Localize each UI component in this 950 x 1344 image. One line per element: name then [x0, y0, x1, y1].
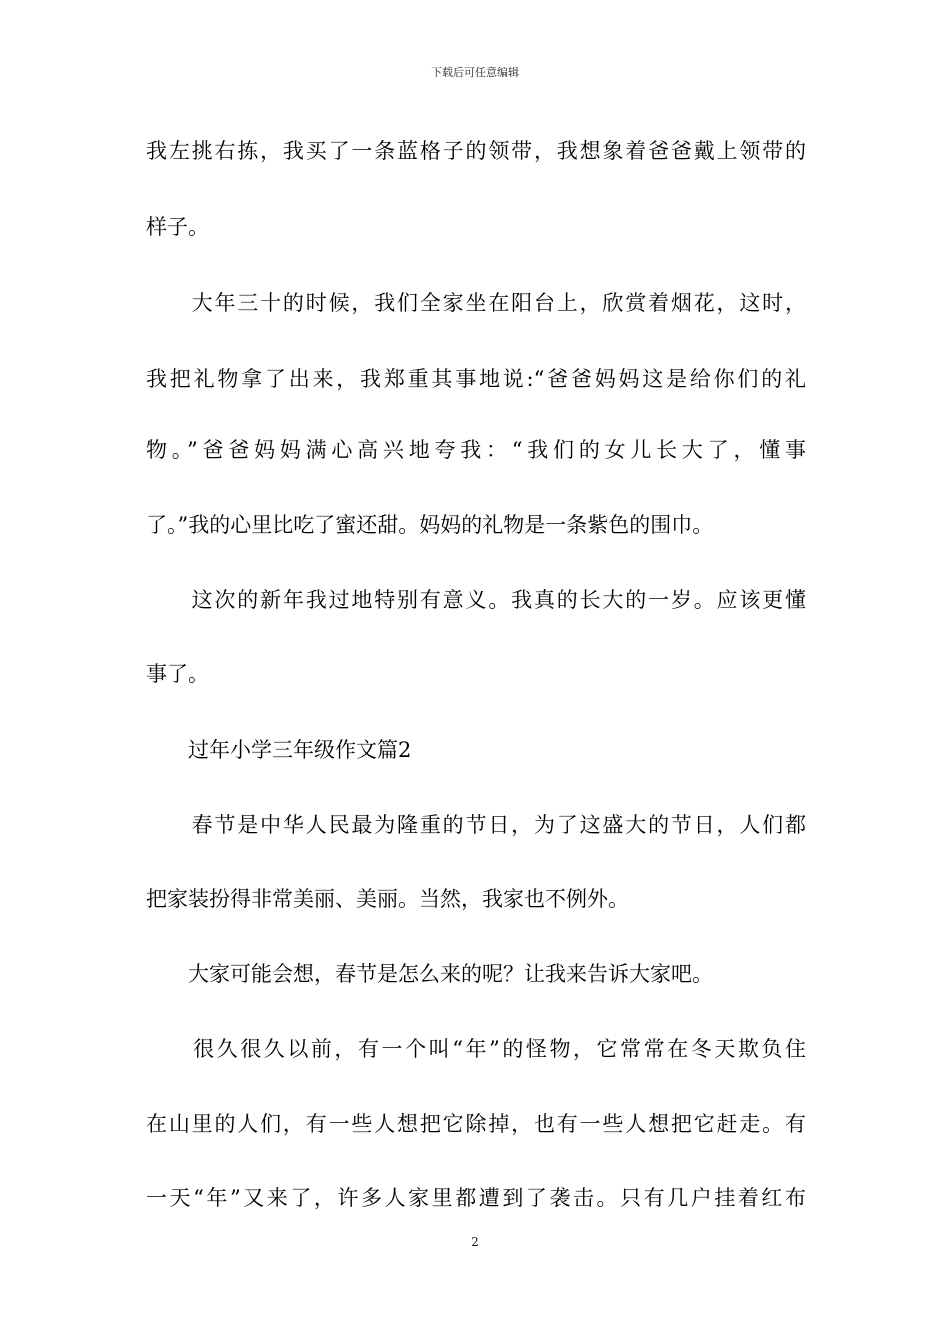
body-text-line: 一天“年”又来了，许多人家里都遭到了袭击。只有几户挂着红布	[146, 1186, 806, 1210]
body-text-line: 大年三十的时候，我们全家坐在阳台上，欣赏着烟花，这时，	[146, 291, 806, 315]
body-text-line: 春节是中华人民最为隆重的节日，为了这盛大的节日，人们都	[146, 813, 806, 837]
body-text-line: 把家装扮得非常美丽、美丽。当然，我家也不例外。	[146, 887, 629, 911]
body-text-line: 事了。	[146, 662, 209, 686]
body-text-line: 了。”我的心里比吃了蜜还甜。妈妈的礼物是一条紫色的围巾。	[146, 513, 714, 537]
page-number: 2	[471, 1235, 479, 1249]
page-header: 下载后可任意编辑	[431, 66, 519, 79]
body-text-line: 大家可能会想，春节是怎么来的呢？让我来告诉大家吧。	[146, 962, 713, 986]
section-heading: 过年小学三年级作文篇2	[146, 738, 412, 762]
body-text-line: 样子。	[146, 215, 209, 239]
body-text-line: 我把礼物拿了出来，我郑重其事地说:“爸爸妈妈这是给你们的礼	[146, 367, 806, 391]
body-text-line: 很久很久以前，有一个叫“年”的怪物，它常常在冬天欺负住	[146, 1037, 806, 1061]
body-text-line: 物。”爸爸妈妈满心高兴地夸我：“我们的女儿长大了，懂事	[146, 438, 806, 462]
body-text-line: 在山里的人们，有一些人想把它除掉，也有一些人想把它赶走。有	[146, 1112, 806, 1136]
body-text-line: 这次的新年我过地特别有意义。我真的长大的一岁。应该更懂	[146, 588, 806, 612]
body-text-line: 我左挑右拣，我买了一条蓝格子的领带，我想象着爸爸戴上领带的	[146, 139, 806, 163]
